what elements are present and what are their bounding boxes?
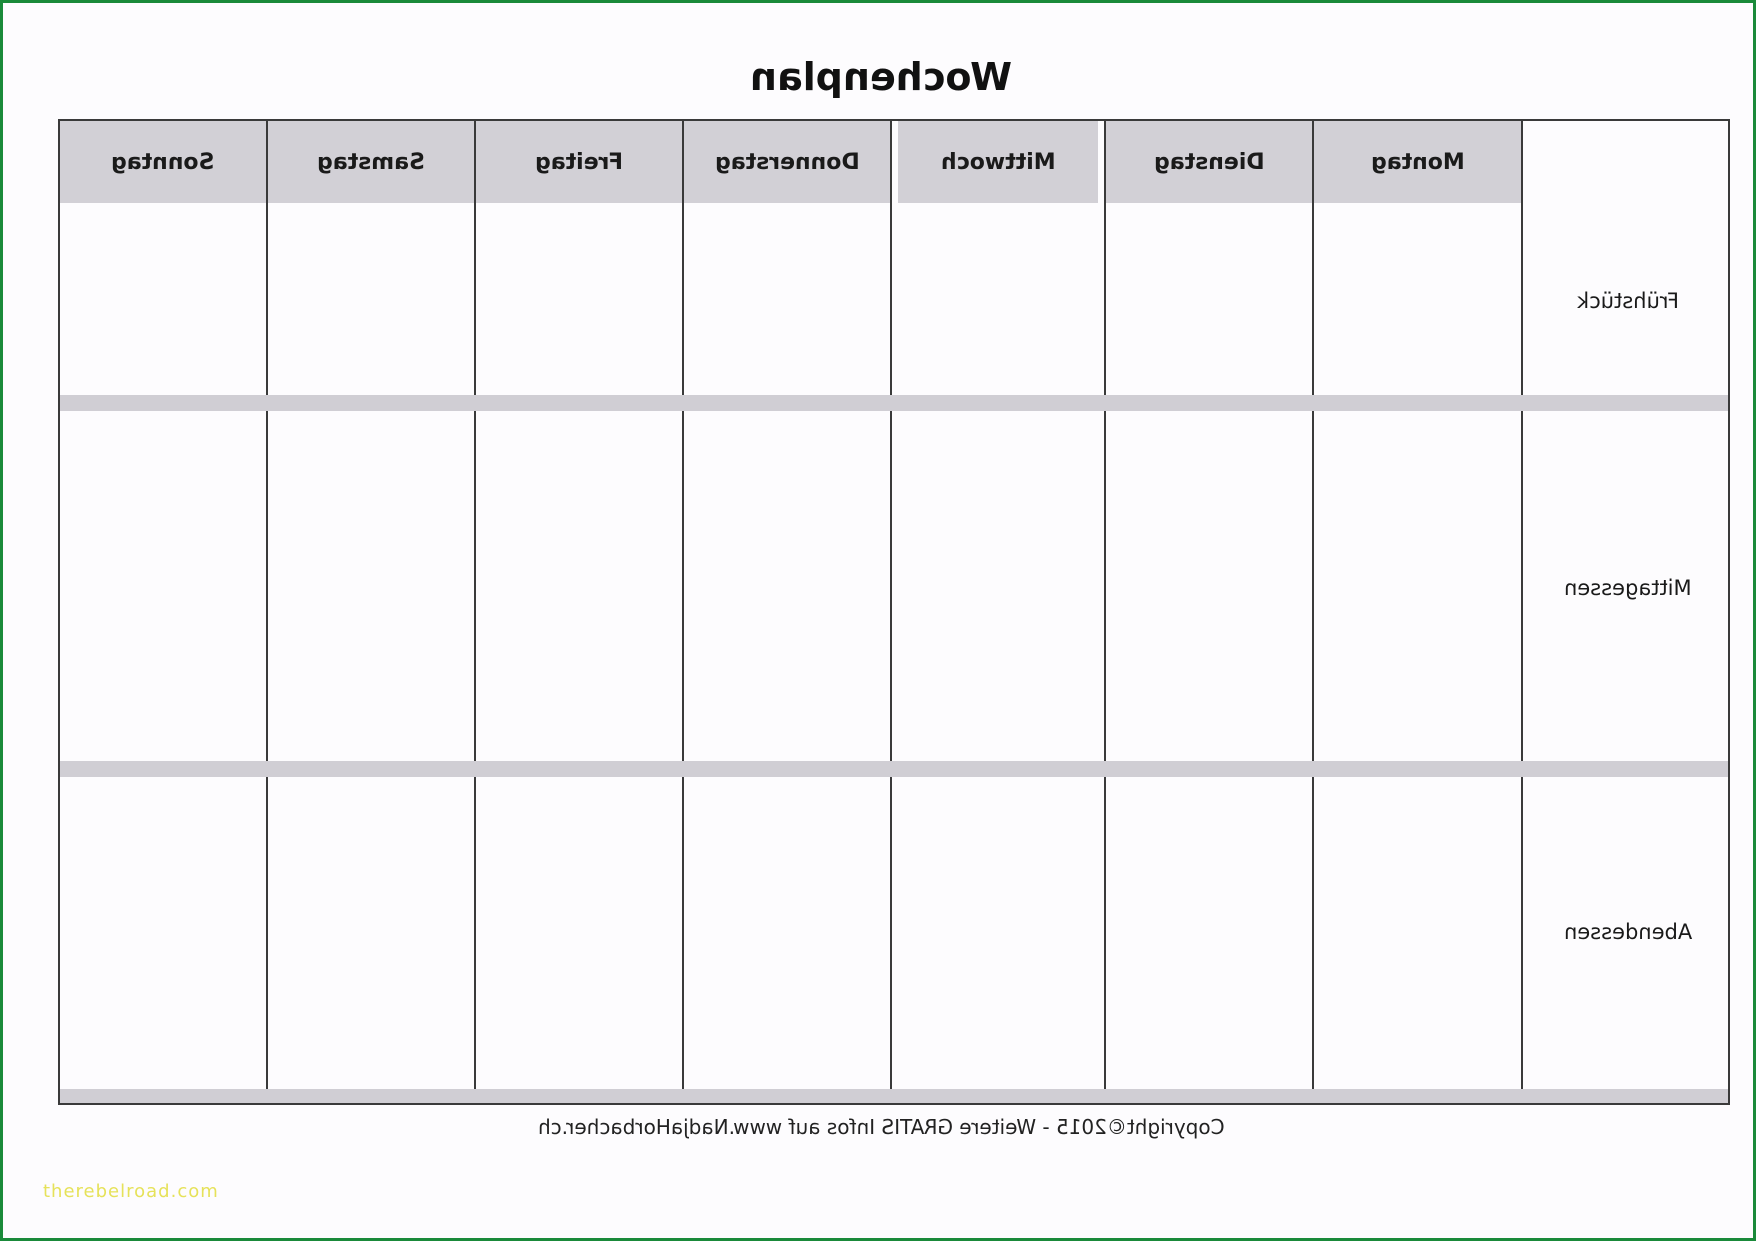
row-label-fruehstueck xyxy=(1524,289,1732,313)
column-divider xyxy=(1104,121,1106,1089)
weekly-plan-table xyxy=(58,119,1730,1105)
header-day-label: Freitag xyxy=(534,149,624,175)
header-day-label: Dienstag xyxy=(1153,149,1265,175)
header-day-mittwoch xyxy=(898,121,1098,203)
header-day-label: Donnerstag xyxy=(714,149,860,175)
header-day-montag xyxy=(1314,121,1521,203)
copyright-text: Copyright©2015 - Weitere GRATIS Infos auf www.NadjaHorbacher.ch xyxy=(537,1115,1225,1139)
copyright-footer xyxy=(3,1115,1756,1139)
meal-label: Frühstück xyxy=(1577,289,1679,313)
header-day-donnerstag xyxy=(684,121,890,203)
row-separator xyxy=(60,761,1728,777)
row-label-abendessen xyxy=(1524,920,1732,944)
header-day-label: Samstag xyxy=(317,149,425,175)
table-bottom-band xyxy=(60,1089,1728,1103)
row-separator xyxy=(60,395,1728,411)
header-day-label: Montag xyxy=(1370,149,1465,175)
meal-label: Abendessen xyxy=(1563,920,1693,944)
row-label-mittagessen xyxy=(1524,576,1732,600)
page-title xyxy=(3,55,1756,99)
header-day-dienstag xyxy=(1106,121,1312,203)
column-divider xyxy=(890,121,892,1089)
column-divider xyxy=(682,121,684,1089)
header-day-sonntag xyxy=(60,121,266,203)
header-day-label: Mittwoch xyxy=(940,149,1056,175)
header-corner-empty xyxy=(1524,121,1728,203)
title-text: Wochenplan xyxy=(750,55,1012,99)
column-divider xyxy=(266,121,268,1089)
column-divider xyxy=(1521,121,1523,1089)
header-day-label: Sonntag xyxy=(111,149,215,175)
watermark: therebelroad.com xyxy=(43,1181,219,1202)
column-divider xyxy=(1312,121,1314,1089)
header-day-freitag xyxy=(476,121,682,203)
column-divider xyxy=(474,121,476,1089)
header-day-samstag xyxy=(268,121,474,203)
meal-label: Mittagessen xyxy=(1564,576,1692,600)
